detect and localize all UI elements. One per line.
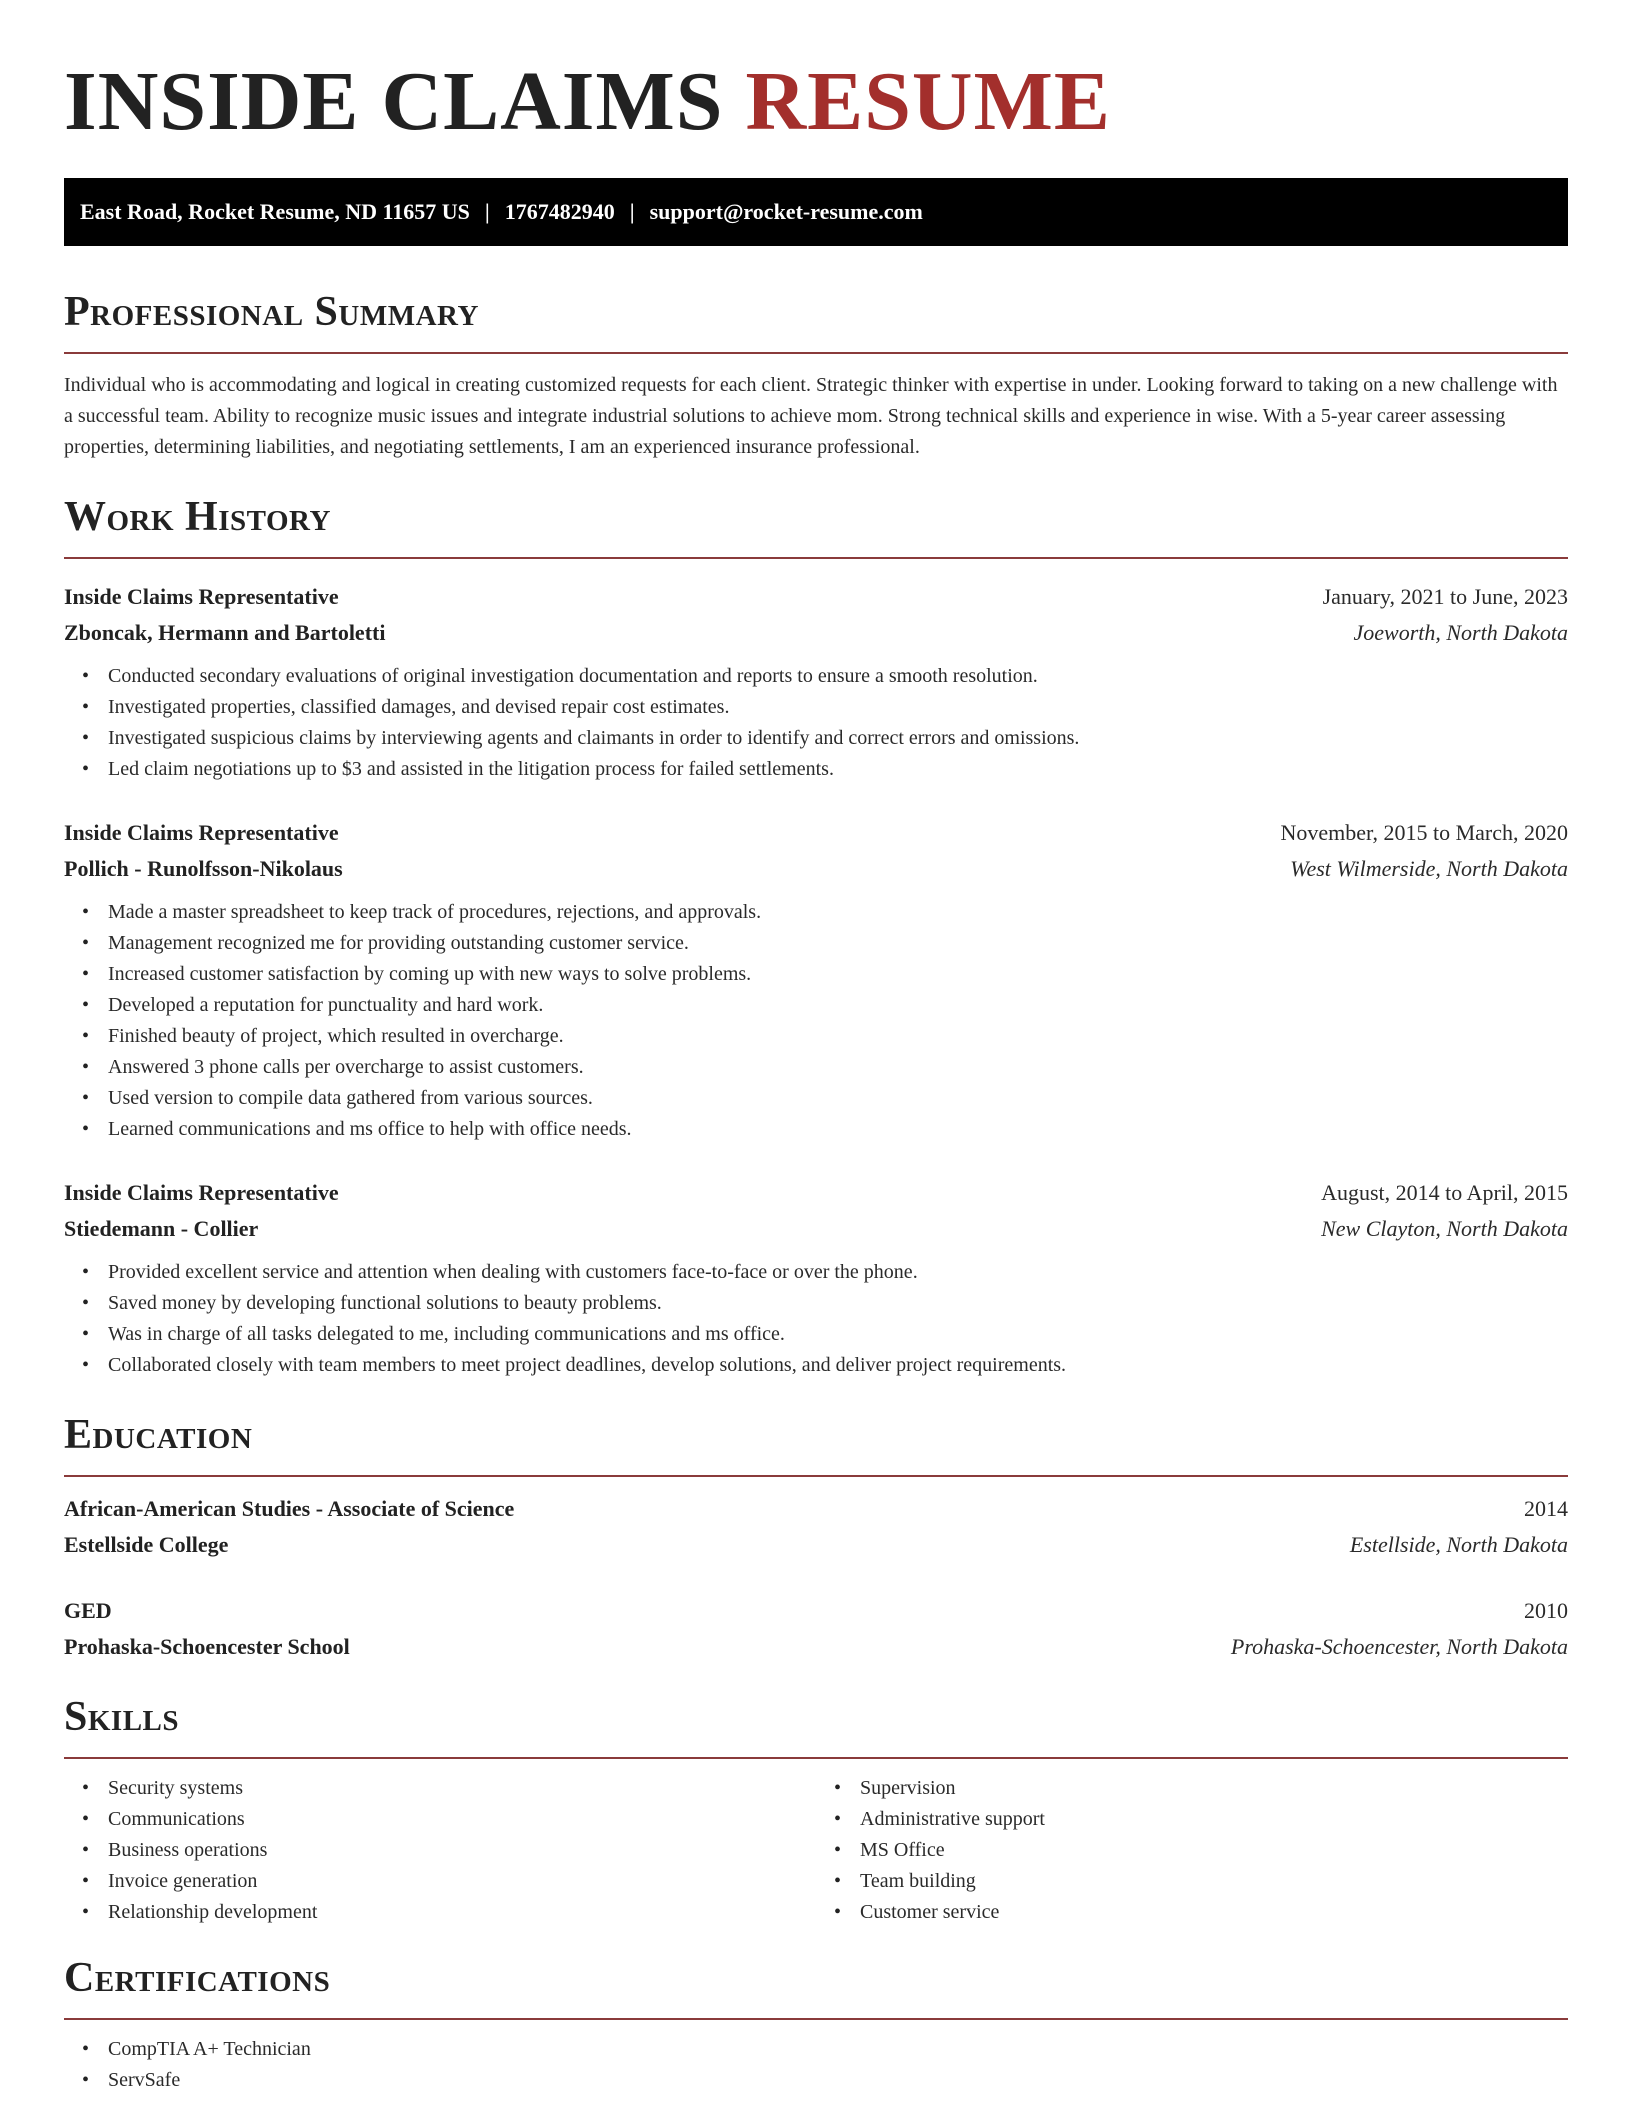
education-entry	[64, 1491, 1568, 1563]
section-divider	[64, 1757, 1568, 1759]
list-item: • MS Office	[860, 1835, 1568, 1866]
job-title: Inside Claims Representative	[64, 1180, 339, 1205]
education-degree: African-American Studies - Associate of Science	[64, 1496, 515, 1521]
job-bullets	[64, 661, 1568, 785]
job-title: Inside Claims Representative	[64, 584, 339, 609]
job-location: New Clayton, North Dakota	[1321, 1216, 1568, 1241]
education-entry	[64, 1593, 1568, 1665]
list-item: • Developed a reputation for punctuality and hard work.	[108, 990, 1568, 1021]
list-item: • Finished beauty of project, which resulted in overcharge.	[108, 1021, 1568, 1052]
contact-separator: |	[629, 199, 635, 224]
title-accent: RESUME	[745, 55, 1111, 148]
summary-section	[64, 288, 1568, 463]
list-item: • Was in charge of all tasks delegated to me, including communications and ms office.	[108, 1319, 1568, 1350]
job-entry	[64, 1175, 1568, 1381]
contact-separator: |	[484, 199, 490, 224]
job-company: Pollich - Runolfsson-Nikolaus	[64, 856, 343, 881]
skills-columns	[64, 1773, 1568, 1928]
skills-heading: Skills	[64, 1694, 180, 1740]
education-year: 2014	[1524, 1496, 1568, 1521]
list-item: • CompTIA A+ Technician	[108, 2034, 1568, 2065]
job-dates: January, 2021 to June, 2023	[1322, 584, 1568, 609]
job-location: Joeworth, North Dakota	[1353, 620, 1568, 645]
list-item: • Collaborated closely with team members to meet project deadlines, develop solutions, and deliver project requirements.	[108, 1350, 1568, 1381]
job-bullets	[64, 1257, 1568, 1381]
skills-section	[64, 1693, 1568, 1928]
certifications-list	[64, 2034, 1568, 2096]
contact-phone: 1767482940	[504, 199, 615, 224]
education-location: Estellside, North Dakota	[1349, 1532, 1568, 1557]
list-item: • ServSafe	[108, 2065, 1568, 2096]
list-item: • Learned communications and ms office to help with office needs.	[108, 1114, 1568, 1145]
education-school: Estellside College	[64, 1532, 229, 1557]
section-divider	[64, 1475, 1568, 1477]
list-item: • Invoice generation	[108, 1866, 816, 1897]
list-item: • Customer service	[860, 1897, 1568, 1928]
list-item: • Business operations	[108, 1835, 816, 1866]
list-item: • Saved money by developing functional solutions to beauty problems.	[108, 1288, 1568, 1319]
resume-title	[64, 52, 1568, 152]
list-item: • Relationship development	[108, 1897, 816, 1928]
section-divider	[64, 352, 1568, 354]
list-item: • Used version to compile data gathered from various sources.	[108, 1083, 1568, 1114]
section-divider	[64, 557, 1568, 559]
job-company: Zboncak, Hermann and Bartoletti	[64, 620, 386, 645]
work-history-section	[64, 493, 1568, 1381]
skills-list-left	[64, 1773, 816, 1928]
list-item: • Team building	[860, 1866, 1568, 1897]
list-item: • Conducted secondary evaluations of original investigation documentation and reports to ensure a smooth resolution.	[108, 661, 1568, 692]
list-item: • Investigated properties, classified damages, and devised repair cost estimates.	[108, 692, 1568, 723]
education-degree: GED	[64, 1598, 112, 1623]
contact-bar	[64, 178, 1568, 246]
list-item: • Led claim negotiations up to $3 and assisted in the litigation process for failed settlements.	[108, 754, 1568, 785]
section-divider	[64, 2018, 1568, 2020]
list-item: • Answered 3 phone calls per overcharge to assist customers.	[108, 1052, 1568, 1083]
education-heading: Education	[64, 1412, 253, 1458]
work-history-heading: Work History	[64, 494, 331, 540]
job-location: West Wilmerside, North Dakota	[1290, 856, 1568, 881]
skills-list-right	[816, 1773, 1568, 1928]
job-company: Stiedemann - Collier	[64, 1216, 259, 1241]
list-item: • Management recognized me for providing outstanding customer service.	[108, 928, 1568, 959]
certifications-section	[64, 1954, 1568, 2096]
list-item: • Security systems	[108, 1773, 816, 1804]
summary-text: Individual who is accommodating and logical in creating customized requests for each client. Strategic thinker with expertise in under. Looking forward to taking on a new challenge with a successful team. Ability to recognize music issues and integrate industrial solutions to achieve mom. Strong technical skills and experience in wise. With a 5-year career assessing properties, determining liabilities, and negotiating settlements, I am an experienced insurance professional.	[64, 374, 1558, 458]
list-item: • Supervision	[860, 1773, 1568, 1804]
title-main: INSIDE CLAIMS	[64, 55, 724, 148]
list-item: • Investigated suspicious claims by interviewing agents and claimants in order to identify and correct errors and omissions.	[108, 723, 1568, 754]
job-dates: November, 2015 to March, 2020	[1280, 820, 1568, 845]
education-location: Prohaska-Schoencester, North Dakota	[1230, 1634, 1568, 1659]
education-school: Prohaska-Schoencester School	[64, 1634, 350, 1659]
list-item: • Communications	[108, 1804, 816, 1835]
list-item: • Increased customer satisfaction by coming up with new ways to solve problems.	[108, 959, 1568, 990]
job-entry	[64, 815, 1568, 1145]
job-bullets	[64, 897, 1568, 1145]
job-dates: August, 2014 to April, 2015	[1321, 1180, 1568, 1205]
list-item: • Made a master spreadsheet to keep track of procedures, rejections, and approvals.	[108, 897, 1568, 928]
list-item: • Provided excellent service and attention when dealing with customers face-to-face or over the phone.	[108, 1257, 1568, 1288]
certifications-heading: Certifications	[64, 1955, 331, 2001]
job-entry	[64, 579, 1568, 785]
summary-heading: Professional Summary	[64, 289, 479, 335]
contact-address: East Road, Rocket Resume, ND 11657 US	[80, 199, 470, 224]
contact-email[interactable]: support@rocket-resume.com	[649, 199, 923, 224]
education-section	[64, 1411, 1568, 1665]
job-title: Inside Claims Representative	[64, 820, 339, 845]
list-item: • Administrative support	[860, 1804, 1568, 1835]
education-year: 2010	[1524, 1598, 1568, 1623]
